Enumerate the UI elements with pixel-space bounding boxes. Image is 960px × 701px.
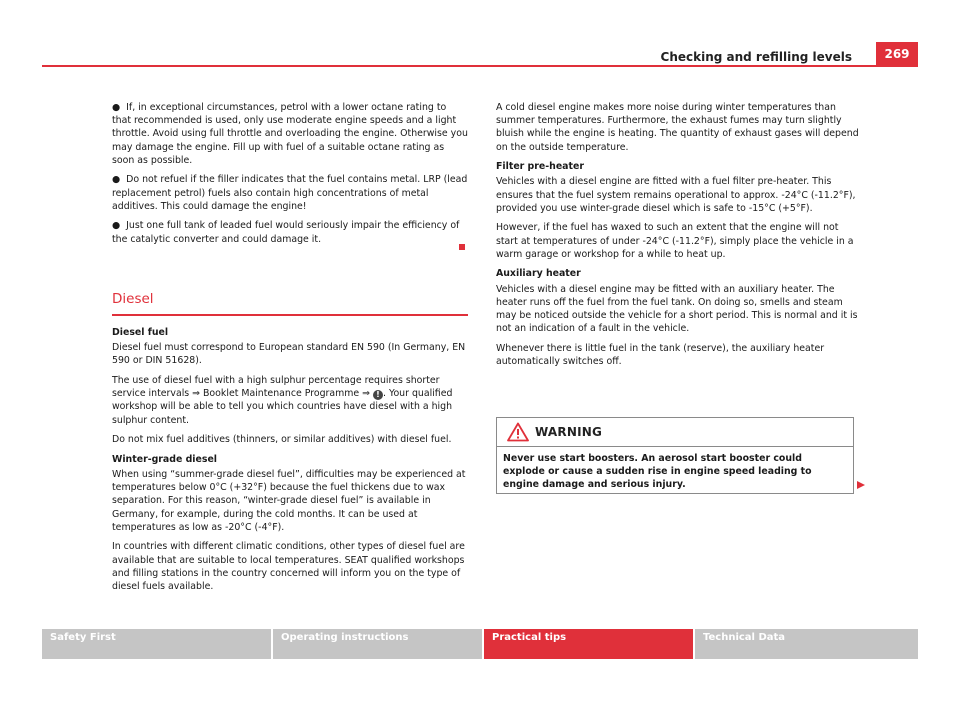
subheading-diesel-fuel: Diesel fuel (112, 327, 169, 338)
footer-tab-safety-first[interactable]: Safety First (42, 629, 271, 659)
bullet-text: If, in exceptional circumstances, petrol with a lower octane rating to that recommended is used, only use moderate engine speeds and a light throttle. Avoid using full throttle and overloading the engine. Otherwise you may damage the engine. Fill up with fuel of a suitable octane rating as soon as possible. (112, 102, 468, 166)
section-title: Diesel (112, 291, 154, 307)
footer-tab-technical-data[interactable]: Technical Data (695, 629, 918, 659)
paragraph: Vehicles with a diesel engine are fitted with a fuel filter pre-heater. This ensures that the fuel system remains operational to approx. -24°C (-11.2°F), provided you use winter-grade diesel which is safe to -15°C (+5°F). (496, 176, 856, 214)
warning-box (496, 417, 854, 494)
paragraph: However, if the fuel has waxed to such an extent that the engine will not start at temperatures of under -24°C (-11.2°F), simply place the vehicle in a warm garage or workshop for a while to heat up. (496, 222, 854, 260)
paragraph: A cold diesel engine makes more noise during winter temperatures than summer temperatures. Furthermore, the exhaust fumes may turn slightly bluish while the engine is heating. The quantity of exhaust gases will depend on the outside temperature. (496, 102, 859, 153)
footer-tab-practical-tips[interactable]: Practical tips (484, 629, 693, 659)
info-icon: ! (373, 390, 383, 400)
paragraph: Diesel fuel must correspond to European standard EN 590 (In Germany, EN 590 or DIN 51628). (112, 342, 466, 367)
paragraph-text: . Your qualified workshop will be able to tell you which countries have diesel with a high sulphur content. (112, 388, 453, 426)
paragraph-maintenance-reference (112, 374, 468, 427)
section-rule (112, 314, 468, 316)
bullet-item: ● Do not refuel if the filler indicates that the fuel contains metal. LRP (lead replacement petrol) fuels also contain high concentrations of metal additives. This could damage the engine! (112, 174, 468, 212)
bullet-text: Do not refuel if the filler indicates that the fuel contains metal. LRP (lead replacement petrol) fuels also contain high concentrations of metal additives. This could damage the engine! (112, 174, 468, 212)
diesel-content (112, 326, 468, 600)
paragraph: Do not mix fuel additives (thinners, or similar additives) with diesel fuel. (112, 434, 452, 446)
bullet-item: ● Just one full tank of leaded fuel would seriously impair the efficiency of the catalytic converter and could damage it. (112, 220, 460, 245)
section-heading-diesel (112, 291, 468, 316)
running-header-title: Checking and refilling levels (660, 50, 852, 64)
bullet-text: Just one full tank of leaded fuel would seriously impair the efficiency of the catalytic converter and could damage it. (112, 220, 460, 245)
warning-text: Never use start boosters. An aerosol start booster could explode or cause a sudden rise in engine speed leading to engine damage and serious injury. (503, 453, 812, 491)
warning-header (497, 418, 853, 447)
subheading-filter-preheater: Filter pre-heater (496, 161, 584, 173)
footer-nav (42, 629, 918, 659)
continue-arrow-icon (856, 480, 866, 490)
warning-label: WARNING (535, 425, 603, 439)
paragraph: Vehicles with a diesel engine may be fitted with an auxiliary heater. The heater runs off the fuel from the fuel tank. On doing so, smells and steam may be noticed outside the vehicle for a short period. This is normal and it is not an indication of a fault in the vehicle. (496, 283, 858, 335)
paragraph-text: The use of diesel fuel with a high sulphur percentage requires shorter service intervals ⇒ Booklet Maintenance Programme ⇒ (112, 375, 440, 400)
left-column-bullets (112, 101, 468, 252)
paragraph: In countries with different climatic conditions, other types of diesel fuel are available that are suitable to local temperatures. SEAT qualified workshops and filling stations in the country concerned will inform you on the type of diesel fuels available. (112, 541, 465, 593)
subheading-winter-diesel: Winter-grade diesel (112, 453, 218, 465)
subheading-auxiliary-heater: Auxiliary heater (496, 268, 581, 280)
warning-triangle-icon (507, 422, 529, 442)
paragraph: When using “summer-grade diesel fuel”, difficulties may be experienced at temperatures below 0°C (+32°F) because the fuel thickens due to wax separation. For this reason, “winter-grade diesel fuel” is available in Germany, for example, during the cold months. It can be used at temperatures as low as -20°C (-4°F). (112, 469, 466, 533)
page-number: 269 (876, 42, 918, 67)
section-end-marker (459, 244, 465, 250)
right-column (496, 101, 860, 375)
header-rule (42, 65, 876, 67)
paragraph: Whenever there is little fuel in the tank (reserve), the auxiliary heater automatically switches off. (496, 342, 825, 368)
bullet-item: ● If, in exceptional circumstances, petrol with a lower octane rating to that recommended is used, only use moderate engine speeds and a light throttle. Avoid using full throttle and overloading the engine. Otherwise you may damage the engine. Fill up with fuel of a suitable octane rating as soon as possible. (112, 102, 468, 166)
footer-tab-operating-instructions[interactable]: Operating instructions (273, 629, 482, 659)
